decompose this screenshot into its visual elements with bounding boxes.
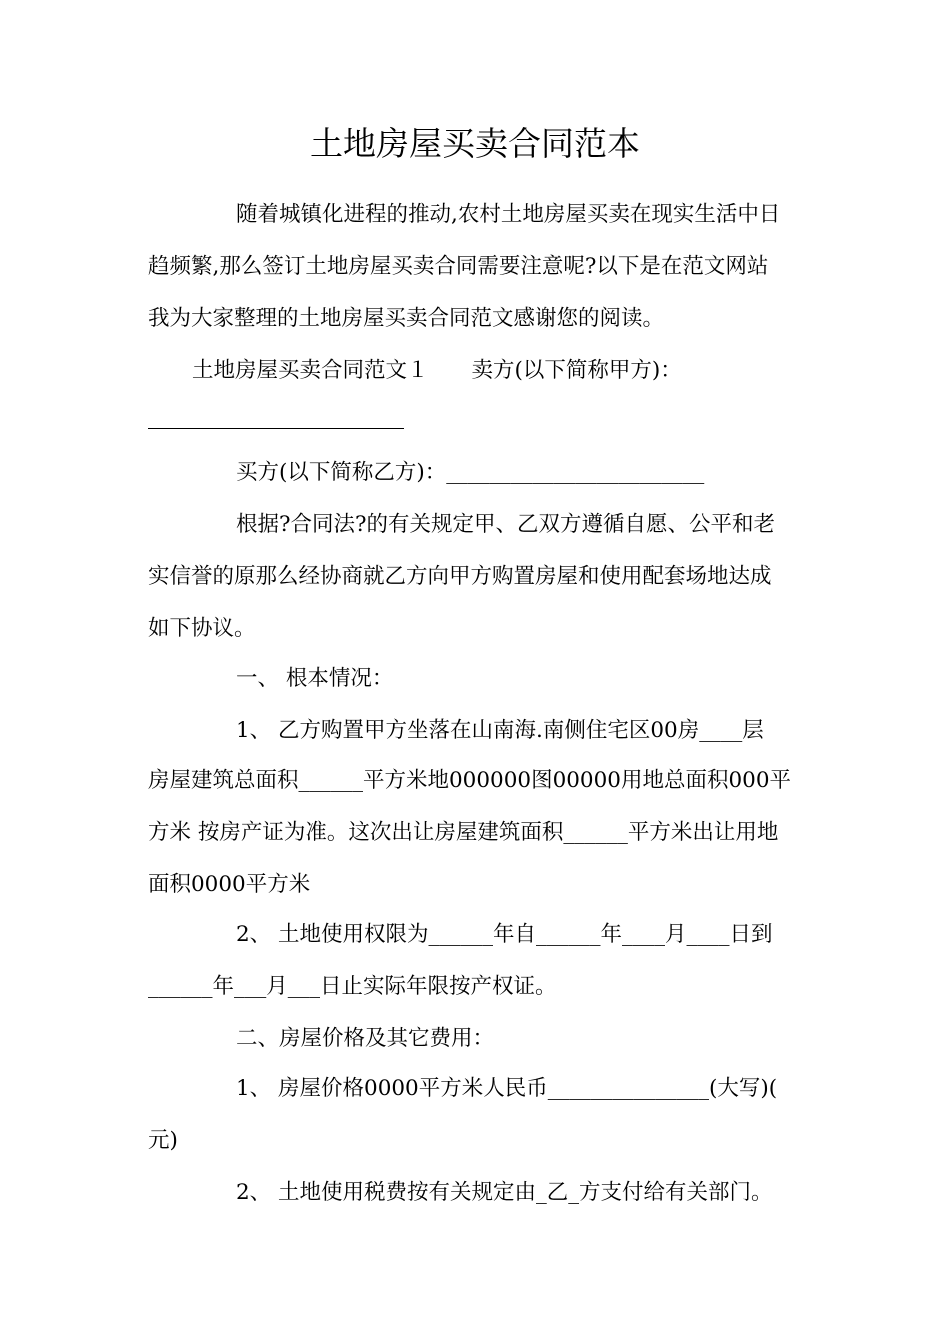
section-heading-1: 一、 根本情况： [236,666,394,691]
price-line-1: 1、 房屋价格0000平方米人民币_______________(大写)( [236,1076,778,1101]
sample-heading-line: 土地房屋买卖合同范文１ 卖方(以下简称甲方)： [192,358,682,383]
item-2-line-1: 2、 土地使用权限为______年自______年____月____日到 [236,922,773,947]
item-1-line-3: 方米 按房产证为准。这次出让房屋建筑面积______平方米出让用地 [148,820,779,845]
item-1-line-2: 房屋建筑总面积______平方米地000000图00000用地总面积000平 [148,768,792,793]
item-2-line-2: ______年___月___日止实际年限按产权证。 [148,974,557,999]
item-1-line-1: 1、 乙方购置甲方坐落在山南海.南侧住宅区00房____层 [236,718,764,743]
tax-line-1: 2、 土地使用税费按有关规定由_乙_方支付给有关部门。 [236,1180,773,1205]
price-line-2: 元) [148,1128,178,1153]
paragraph-line-intro-1: 随着城镇化进程的推动,农村土地房屋买卖在现实生活中日 [236,202,781,227]
paragraph-line-basis-2: 实信誉的原那么经协商就乙方向甲方购置房屋和使用配套场地达成 [148,564,772,589]
document-title: 土地房屋买卖合同范本 [310,124,640,163]
paragraph-line-basis-1: 根据?合同法?的有关规定甲、乙双方遵循自愿、公平和老 [236,512,776,537]
seller-blank-line [148,428,404,429]
paragraph-line-basis-3: 如下协议。 [148,616,256,641]
paragraph-line-intro-2: 趋频繁,那么签订土地房屋买卖合同需要注意呢?以下是在范文网站 [148,254,769,279]
item-1-line-4: 面积0000平方米 [148,872,311,897]
section-heading-2: 二、房屋价格及其它费用： [236,1026,495,1051]
paragraph-line-intro-3: 我为大家整理的土地房屋买卖合同范文感谢您的阅读。 [148,306,665,331]
buyer-line: 买方(以下简称乙方)：________________________ [236,460,705,485]
